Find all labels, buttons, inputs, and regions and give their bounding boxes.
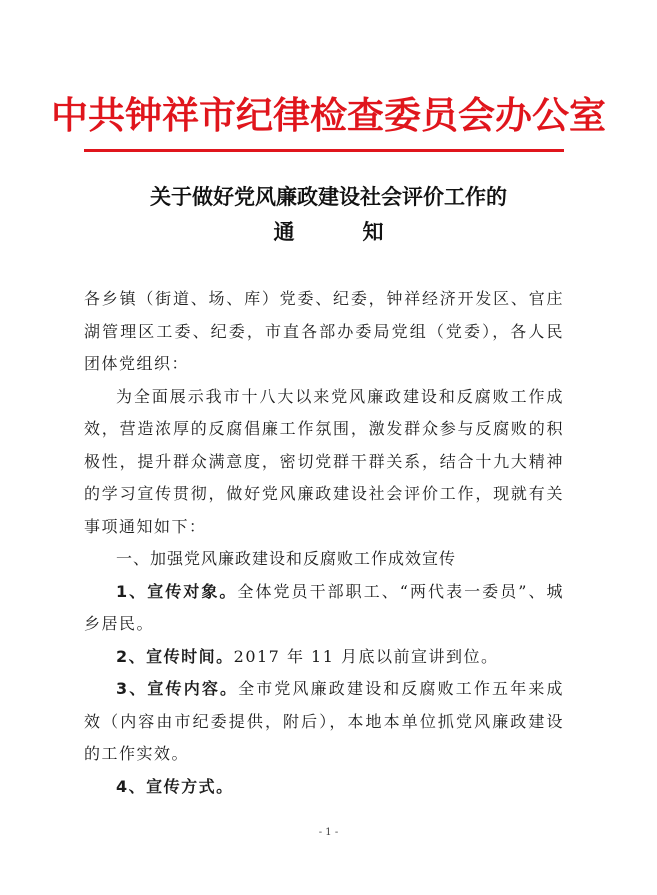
masthead-red-rule [84,149,564,152]
item-2-text: 2017 年 11 月底以前宣讲到位。 [233,646,499,666]
page-number: - 1 - [318,827,339,838]
masthead-title: 中共钟祥市纪律检查委员会办公室 [51,94,606,137]
item-1-lead: 1、宣传对象。 [116,581,238,601]
section-1-item-2 [84,641,564,674]
section-1-item-3 [84,673,564,771]
intro-paragraph: 为全面展示我市十八大以来党风廉政建设和反腐败工作成效，营造浓厚的反腐倡廉工作氛围，激发群众参与反腐败的积极性，提升群众满意度，密切党群干群关系，结合十九大精神的学习宣传贯彻，做好党风廉政建设社会评价工作，现就有关事项通知如下： [84,386,564,536]
item-3-text: 全市党风廉政建设和反腐败工作五年来成效（内容由市纪委提供，附后），本地本单位抓党风廉政建设的工作实效。 [84,679,564,763]
salutation: 各乡镇（街道、场、库）党委、纪委，钟祥经济开发区、官庄湖管理区工委、纪委，市直各部办委局党组（党委），各人民团体党组织： [84,289,564,373]
section-1-item-1 [84,576,564,641]
document-title-line-2 [0,216,657,246]
document-title-line-1: 关于做好党风廉政建设社会评价工作的 [150,185,507,209]
item-2-lead: 2、宣传时间。 [116,646,234,666]
item-3-lead: 3、宣传内容。 [116,679,239,698]
section-1-item-4 [84,771,564,804]
section-1-heading: 一、加强党风廉政建设和反腐败工作成效宣传 [116,549,457,568]
item-4-lead: 4、宣传方式。 [116,776,234,796]
document-title-char-1: 通 [273,220,295,244]
document-body [84,283,564,803]
document-title-char-2: 知 [362,220,384,244]
item-1-text: 全体党员干部职工、“两代表一委员”、城乡居民。 [84,581,564,633]
